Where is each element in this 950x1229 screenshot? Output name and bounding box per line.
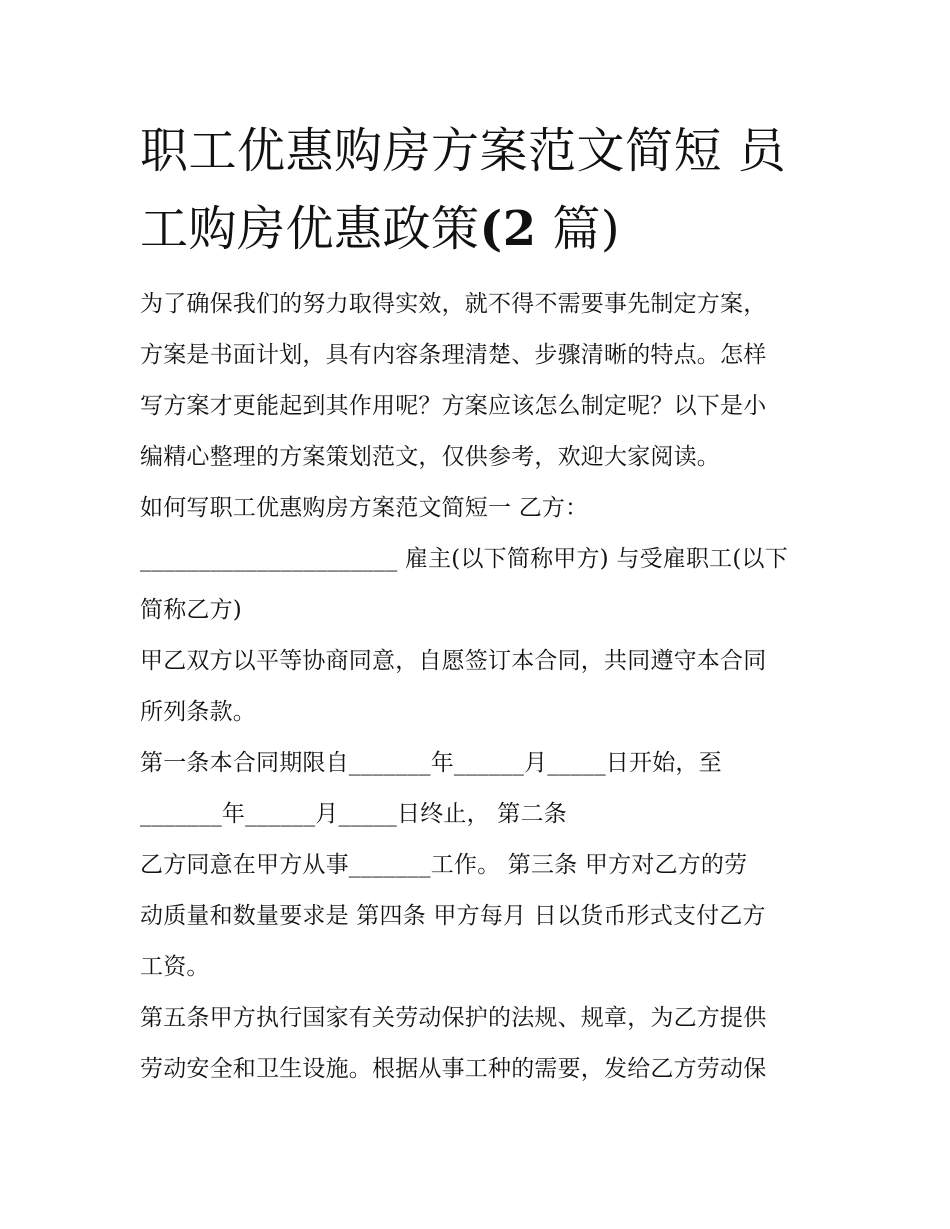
body-line: ______________________ 雇主(以下简称甲方) 与受雇职工(以下 [140,546,788,572]
document-body [140,279,830,1095]
body-line: 乙方同意在甲方从事_______工作。 第三条 甲方对乙方的劳 [140,852,748,878]
body-line: 劳动安全和卫生设施。根据从事工种的需要，发给乙方劳动保 [140,1056,767,1082]
body-line: 动质量和数量要求是 第四条 甲方每月 日以货币形式支付乙方 [140,903,766,929]
body-line: 工资。 [140,954,210,980]
body-line: 第五条甲方执行国家有关劳动保护的法规、规章，为乙方提供 [140,1005,767,1031]
body-line: 甲乙双方以平等协商同意，自愿签订本合同，共同遵守本合同 [140,648,767,674]
title-line-2-end: 篇) [536,201,621,257]
body-line: 如何写职工优惠购房方案范文简短一 乙方： [140,495,589,521]
body-line: 为了确保我们的努力取得实效，就不得不需要事先制定方案， [140,291,767,317]
title-line-1: 职工优惠购房方案范文简短 员 [140,123,787,179]
document-title [140,112,820,268]
body-line: 方案是书面计划，具有内容条理清楚、步骤清晰的特点。怎样 [140,342,767,368]
body-line: 编精心整理的方案策划范文，仅供参考，欢迎大家阅读。 [140,444,720,470]
body-line: 写方案才更能起到其作用呢？方案应该怎么制定呢？以下是小 [140,393,767,419]
body-line: 第一条本合同期限自_______年______月_____日开始，至 [140,750,722,776]
body-line: _______年______月_____日终止， 第二条 [140,801,567,827]
body-line: 简称乙方) [140,597,242,623]
title-line-2-text: 工购房优惠政策 [140,201,480,257]
title-line-2-count: (2 [479,201,537,257]
body-line: 所列条款。 [140,699,256,725]
